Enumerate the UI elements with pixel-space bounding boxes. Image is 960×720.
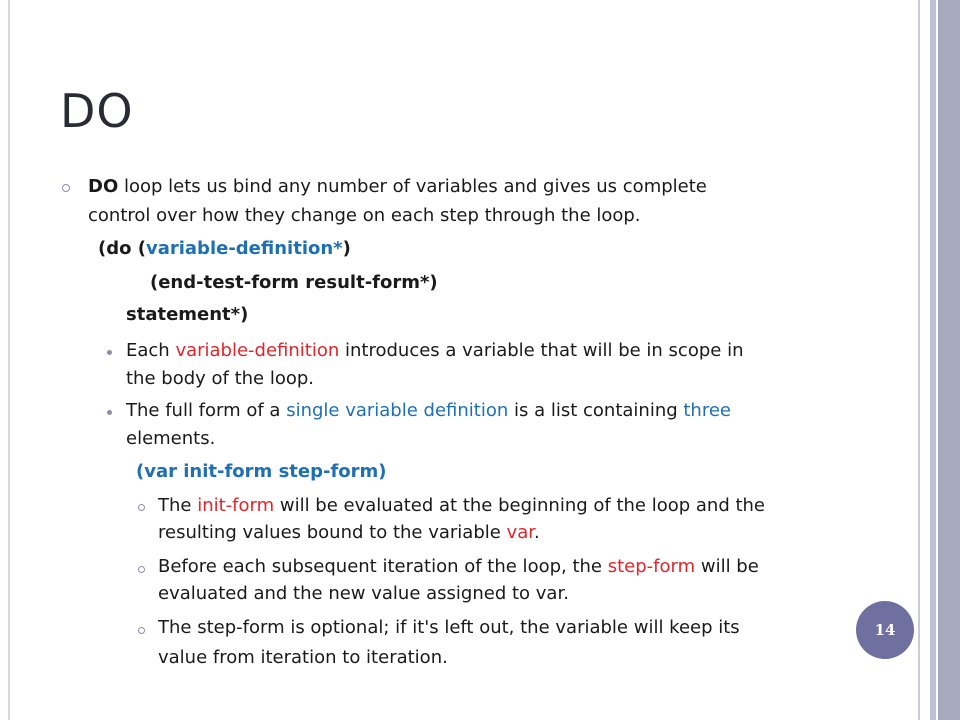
syntax-line-2: (end-test-form result-form*): [150, 272, 438, 293]
subsub-1-text-a: The: [158, 495, 198, 516]
sub-bullet-2-text-b: is a list containing: [508, 400, 684, 421]
subsub-bullet-1-line-1: [158, 493, 765, 519]
syntax-variable-definition: variable-definition*: [145, 238, 343, 259]
bullet-ring-icon: [138, 566, 145, 573]
bullet-1-line-1: [88, 174, 707, 200]
step-form-term: step-form: [607, 556, 696, 577]
single-variable-definition-term: single variable definition: [286, 400, 509, 421]
subsub-bullet-3-line-1: The step-form is optional; if it's left out, the variable will keep its: [158, 617, 740, 638]
sub-bullet-1-line-1: [126, 338, 743, 364]
sub-bullet-2-line-2: elements.: [126, 428, 216, 449]
subsub-2-text-b: will be: [695, 556, 759, 577]
bullet-ring-icon: [138, 504, 145, 511]
var-form-syntax: (var init-form step-form): [136, 461, 387, 482]
var-term: var: [506, 522, 534, 543]
syntax-line-3: statement*): [126, 304, 249, 325]
do-keyword: DO: [88, 176, 119, 197]
three-term: three: [683, 400, 731, 421]
subsub-1-line2-text: resulting values bound to the variable: [158, 522, 507, 543]
syntax-line-1: [98, 236, 351, 262]
subsub-2-text-a: Before each subsequent iteration of the loop, the: [158, 556, 608, 577]
variable-definition-term: variable-definition: [175, 340, 340, 361]
bullet-1-line-2: control over how they change on each step through the loop.: [88, 205, 641, 226]
sub-bullet-2-text-a: The full form of a: [126, 400, 287, 421]
syntax-close: ): [342, 238, 351, 259]
slide-title: DO: [60, 84, 134, 138]
page-number-badge: 14: [856, 601, 914, 659]
init-form-term: init-form: [197, 495, 275, 516]
bullet-ring-icon: [138, 627, 145, 634]
sub-bullet-2-line-1: [126, 398, 731, 424]
bullet-dot-icon: [107, 350, 112, 355]
bullet-dot-icon: [107, 410, 112, 415]
subsub-bullet-1-line-2: [158, 520, 540, 546]
sub-bullet-1-text-b: introduces a variable that will be in scope in: [339, 340, 744, 361]
subsub-bullet-3-line-2: value from iteration to iteration.: [158, 647, 448, 668]
bullet-1-text: loop lets us bind any number of variables and gives us complete: [118, 176, 707, 197]
subsub-bullet-2-line-1: [158, 554, 759, 580]
subsub-bullet-2-line-2: evaluated and the new value assigned to var.: [158, 583, 569, 604]
subsub-1-text-b: will be evaluated at the beginning of the loop and the: [274, 495, 766, 516]
bullet-ring-icon: [62, 184, 70, 192]
sub-bullet-1-text-a: Each: [126, 340, 176, 361]
syntax-open: (do (: [98, 238, 146, 259]
subsub-1-line2-end: .: [533, 522, 540, 543]
sub-bullet-1-line-2: the body of the loop.: [126, 368, 315, 389]
